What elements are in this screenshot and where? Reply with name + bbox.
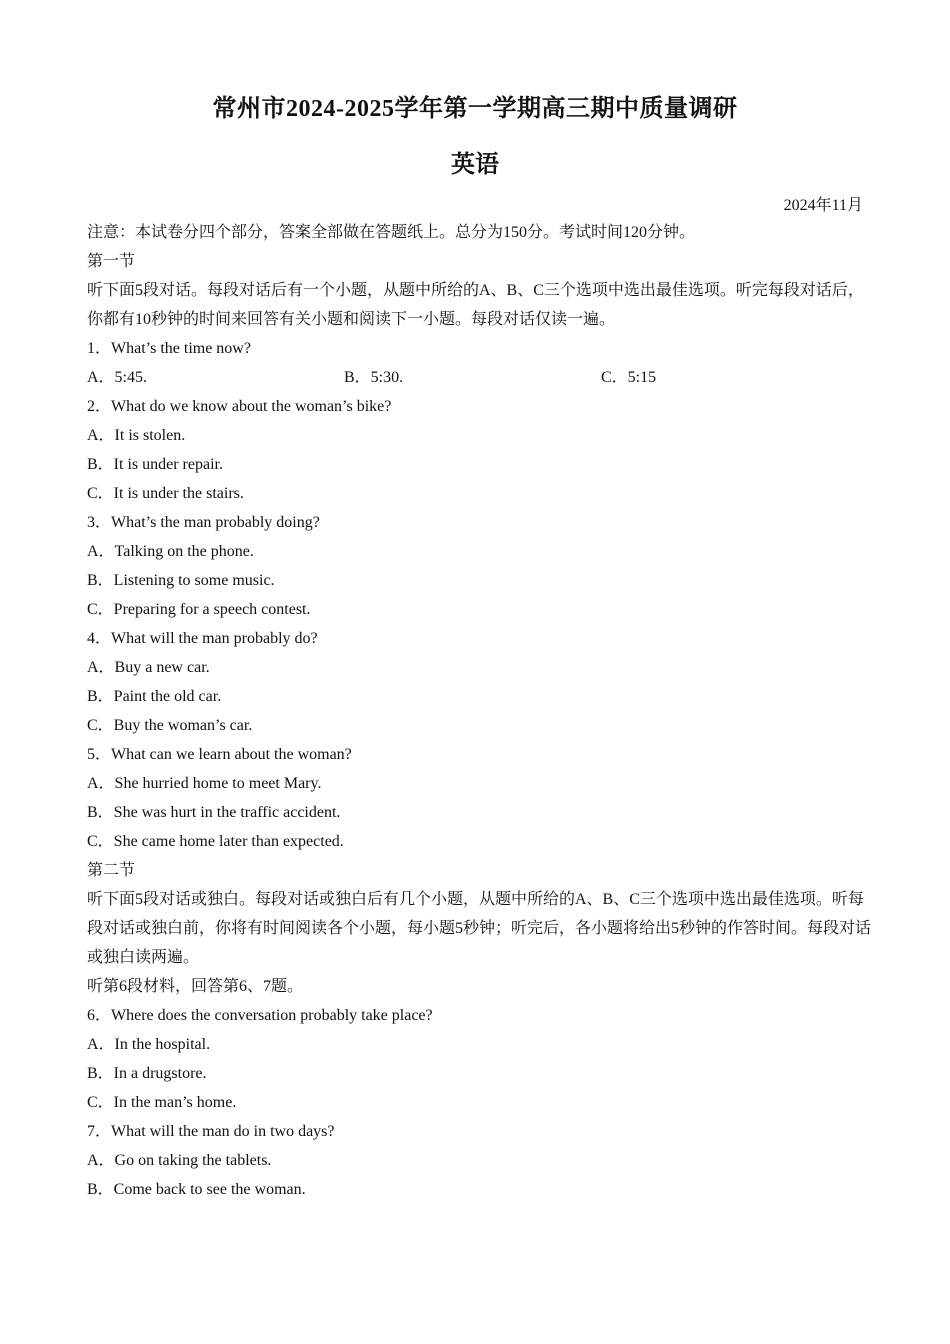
- option-a: A．5:45.: [87, 369, 148, 386]
- option-b: B．She was hurt in the traffic accident.: [87, 804, 341, 821]
- option-a: A．She hurried home to meet Mary.: [87, 775, 322, 792]
- question-1-stem: 1．What’s the time now?: [87, 340, 251, 357]
- question-3-stem: 3．What’s the man probably doing?: [87, 514, 320, 531]
- section2-instructions: 听下面5段对话或独白。每段对话或独白后有几个小题，从题中所给的A、B、C三个选项中选出最佳选项。听每段对话或独白前，你将有时间阅读各个小题，每小题5秒钟；听完后，各小题将给出5秒钟的作答时间。每段对话或独白读两遍。: [87, 891, 872, 966]
- option-c: C．Buy the woman’s car.: [87, 717, 253, 734]
- question-7-stem: 7．What will the man do in two days?: [87, 1123, 335, 1140]
- subject-title: 英语: [451, 152, 499, 178]
- option-a: A．Buy a new car.: [87, 659, 210, 676]
- question-6-stem: 6．Where does the conversation probably take place?: [87, 1007, 433, 1024]
- option-a: A．Go on taking the tablets.: [87, 1152, 272, 1169]
- question-1-options: [87, 363, 877, 392]
- option-b: B．5:30.: [344, 369, 404, 386]
- option-b: B．Paint the old car.: [87, 688, 222, 705]
- option-a: A．It is stolen.: [87, 427, 186, 444]
- question-4-stem: 4．What will the man probably do?: [87, 630, 318, 647]
- section1-heading: 第一节: [87, 253, 136, 270]
- exam-title: 常州市2024-2025学年第一学期高三期中质量调研: [212, 96, 738, 122]
- material-note: 听第6段材料，回答第6、7题。: [87, 978, 304, 995]
- option-a: A．In the hospital.: [87, 1036, 211, 1053]
- question-5-stem: 5．What can we learn about the woman?: [87, 746, 352, 763]
- option-c: C．Preparing for a speech contest.: [87, 601, 311, 618]
- notice: 注意：本试卷分四个部分，答案全部做在答题纸上。总分为150分。考试时间120分钟。: [87, 224, 696, 241]
- option-c: C．In the man’s home.: [87, 1094, 237, 1111]
- exam-body: [87, 218, 877, 1204]
- option-a: A．Talking on the phone.: [87, 543, 254, 560]
- exam-date: 2024年11月: [783, 197, 863, 214]
- option-b: B．It is under repair.: [87, 456, 223, 473]
- option-b: B．Come back to see the woman.: [87, 1181, 306, 1198]
- option-c: C．It is under the stairs.: [87, 485, 244, 502]
- question-2-stem: 2．What do we know about the woman’s bike?: [87, 398, 392, 415]
- section1-instructions: 听下面5段对话。每段对话后有一个小题，从题中所给的A、B、C三个选项中选出最佳选项。听完每段对话后，你都有10秒钟的时间来回答有关小题和阅读下一小题。每段对话仅读一遍。: [87, 282, 864, 328]
- option-b: B．Listening to some music.: [87, 572, 275, 589]
- option-c: C．She came home later than expected.: [87, 833, 344, 850]
- option-c: C．5:15: [601, 369, 657, 386]
- section2-heading: 第二节: [87, 862, 136, 879]
- option-b: B．In a drugstore.: [87, 1065, 207, 1082]
